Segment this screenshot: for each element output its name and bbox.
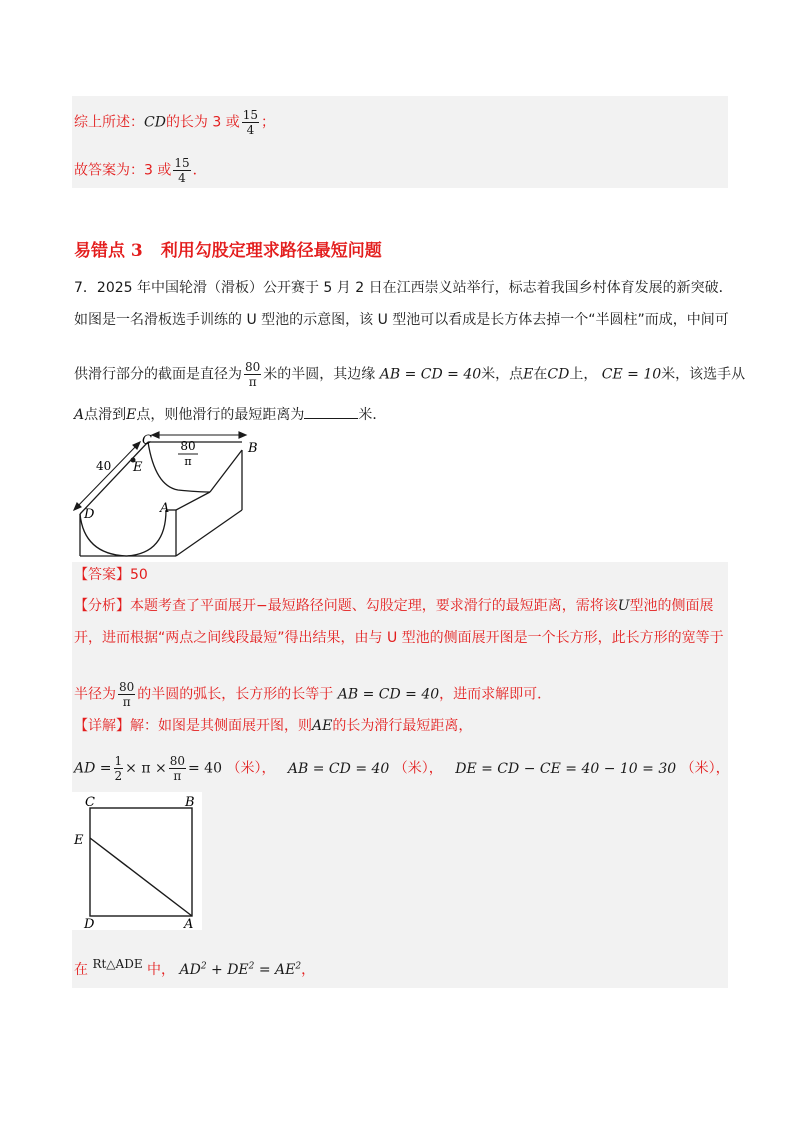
svg-text:C: C bbox=[142, 433, 152, 448]
analysis-line-3: 半径为 $\frac{80}{\pi}$ 的半圆的弧长，长方形的长等于 AB = CD = 40，进而求解即可． bbox=[74, 680, 552, 709]
detail-line-1: 【详解】解：如图是其侧面展开图，则AE的长为滑行最短距离， bbox=[74, 718, 473, 734]
answer-line: 【答案】50 bbox=[74, 567, 148, 583]
section-title: 利用勾股定理求路径最短问题 bbox=[160, 241, 382, 261]
problem-line-4: A点滑到E点，则他滑行的最短距离为 米． bbox=[74, 407, 387, 423]
svg-text:80: 80 bbox=[180, 439, 196, 453]
fraction: $\frac{15}{4}$ bbox=[174, 156, 190, 185]
svg-text:40: 40 bbox=[96, 459, 112, 473]
fraction: $\frac{15}{4}$ bbox=[242, 108, 259, 137]
problem-line-2: 如图是一名滑板选手训练的 U 型池的示意图，该 U 型池可以看成是长方体去掉一个“半圆柱”而成，中间可 bbox=[74, 312, 729, 328]
svg-text:A: A bbox=[160, 501, 170, 516]
svg-text:A: A bbox=[184, 917, 194, 930]
svg-text:E: E bbox=[133, 460, 143, 475]
analysis-line-2: 开，进而根据“两点之间线段最短”得出结果，由与 U 型池的侧面展开图是一个长方形，此长方形的宽等于 bbox=[74, 630, 724, 646]
answer-blank bbox=[304, 406, 358, 419]
analysis-line-1: 【分析】本题考查了平面展开−最短路径问题、勾股定理，要求滑行的最短距离，需将该U型池的侧面展 bbox=[74, 598, 714, 614]
u-pool-figure bbox=[70, 428, 270, 560]
svg-text:D: D bbox=[84, 917, 95, 930]
svg-text:π: π bbox=[184, 455, 192, 468]
summary-conclusion: 综上所述：CD的长为 3 或 $\frac{15}{4}$ ； bbox=[74, 108, 276, 137]
problem-line-1: 7．2025 年中国轮滑（滑板）公开赛于 5 月 2 日在江西崇义站举行，标志着我国乡村体育发展的新突破． bbox=[74, 280, 733, 296]
edge-a-b bbox=[210, 450, 242, 492]
problem-line-3: 供滑行部分的截面是直径为 $\frac{80}{\pi}$ 米的半圆，其边缘 AB = CD = 40米，点E在CD上， CE = 10米，该选手从 bbox=[74, 360, 746, 389]
svg-text:E: E bbox=[74, 833, 84, 848]
svg-text:C: C bbox=[85, 795, 95, 810]
svg-text:B: B bbox=[248, 441, 258, 456]
summary-answer: 故答案为：3 或 $\frac{15}{4}$ ． bbox=[74, 156, 207, 185]
back-arc bbox=[148, 442, 210, 492]
unfold-rectangle-figure bbox=[72, 792, 202, 930]
answer-value: 50 bbox=[130, 567, 148, 583]
section-label: 易错点 3 bbox=[74, 241, 143, 261]
final-line: 在 Rt△ADE 中， $AD^2 + DE^2 = AE^2$， bbox=[74, 957, 316, 978]
detail-equations: AD = $\frac{1}{2}$ × π × $\frac{80}{\pi}$ = 40 （米）， AB = CD = 40 （米）， DE = CD − CE = 40 − 10 = 30 （米）， bbox=[74, 754, 730, 783]
edge-c-d bbox=[80, 442, 148, 514]
svg-text:B: B bbox=[185, 795, 195, 810]
cd-symbol: CD bbox=[144, 114, 166, 131]
section-heading bbox=[74, 236, 382, 261]
svg-text:D: D bbox=[84, 507, 95, 522]
